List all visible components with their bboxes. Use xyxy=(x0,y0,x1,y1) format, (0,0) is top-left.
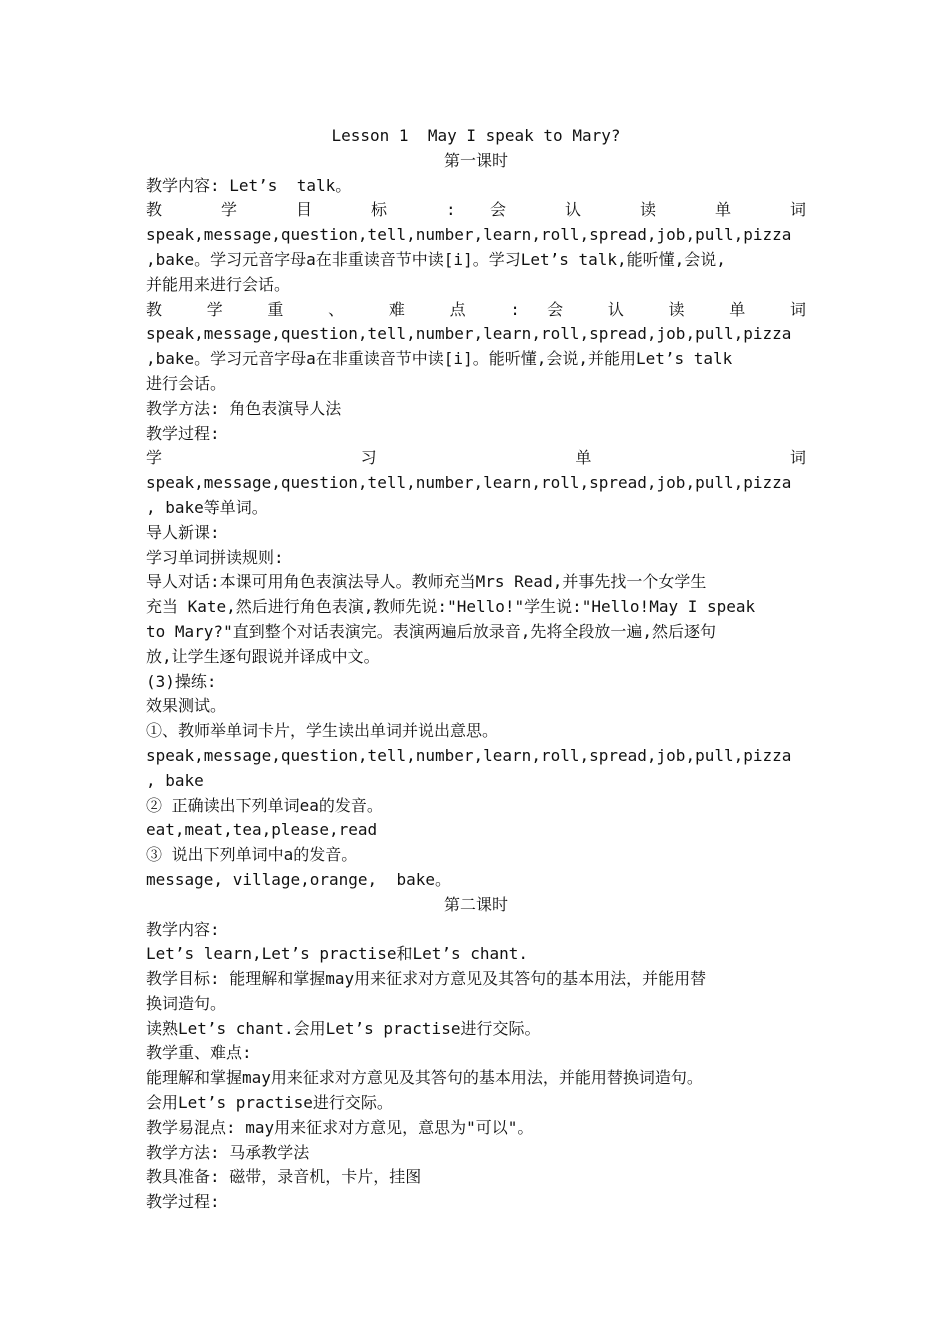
text-line: ,bake。学习元音字母a在非重读音节中读[i]。能听懂,会说,并能用Let’s talk xyxy=(146,349,733,369)
text-line: , bake xyxy=(146,770,204,790)
text-line: 效果测试。 xyxy=(146,696,227,716)
text-line: 教 学 目 标 : 会 认 读 单 词 xyxy=(146,200,806,220)
text-line: 换词造句。 xyxy=(146,993,227,1013)
text-line: eat,meat,tea,please,read xyxy=(146,820,378,840)
text-line: 教学内容: Let’s talk。 xyxy=(146,175,352,195)
text-line: 充当 Kate,然后进行角色表演,教师先说:"Hello!"学生说:"Hello!May I speak xyxy=(146,597,756,617)
text-line: 教 学 重 、 难 点 : 会 认 读 单 词 xyxy=(146,299,806,319)
text-line: to Mary?"直到整个对话表演完。表演两遍后放录音,先将全段放一遍,然后逐句 xyxy=(146,621,716,641)
text-line: speak,message,question,tell,number,learn,roll,spread,job,pull,pizza xyxy=(146,324,792,344)
text-line: message, village,orange, bake。 xyxy=(146,869,451,889)
text-line: Let’s learn,Let’s practise和Let’s chant. xyxy=(146,944,529,964)
text-line: , bake等单词。 xyxy=(146,497,268,517)
text-line: 教学过程: xyxy=(146,423,220,443)
text-line: 并能用来进行会话。 xyxy=(146,274,291,294)
text-line: 学习单词拼读规则: xyxy=(146,547,284,567)
text-line: 教学目标: 能理解和掌握may用来征求对方意见及其答句的基本用法，并能用替 xyxy=(146,969,707,989)
text-line: ,bake。学习元音字母a在非重读音节中读[i]。学习Let’s talk,能听懂,会说, xyxy=(146,249,726,269)
text-line: 能理解和掌握may用来征求对方意见及其答句的基本用法，并能用替换词造句。 xyxy=(146,1068,703,1088)
text-line: 教学方法: 角色表演导人法 xyxy=(146,398,342,418)
text-line: 教学易混点: may用来征求对方意见，意思为"可以"。 xyxy=(146,1117,534,1137)
text-line: 进行会话。 xyxy=(146,373,227,393)
text-line: 学 习 单 词 xyxy=(146,448,806,468)
text-line: ② 正确读出下列单词ea的发音。 xyxy=(146,795,383,815)
text-line: 教学内容: xyxy=(146,919,220,939)
text-line: 教学方法: 马承教学法 xyxy=(146,1142,310,1162)
text-line: (3)操练: xyxy=(146,671,217,691)
text-line: Lesson 1 May I speak to Mary? xyxy=(331,126,621,145)
text-line: ③ 说出下列单词中a的发音。 xyxy=(146,845,358,865)
text-line: 导人新课: xyxy=(146,522,220,542)
document-body xyxy=(146,124,806,1215)
text-line: ①、教师举单词卡片，学生读出单词并说出意思。 xyxy=(146,721,499,741)
text-line: 教学重、难点: xyxy=(146,1043,252,1063)
text-line: 第二课时 xyxy=(443,894,508,914)
text-line: 教具准备: 磁带，录音机，卡片，挂图 xyxy=(146,1167,422,1187)
text-line: 放,让学生逐句跟说并译成中文。 xyxy=(146,646,380,666)
text-line: 会用Let’s practise进行交际。 xyxy=(146,1093,393,1113)
text-line: 读熟Let’s chant.会用Let’s practise进行交际。 xyxy=(146,1018,541,1038)
text-line: speak,message,question,tell,number,learn,roll,spread,job,pull,pizza xyxy=(146,225,792,245)
text-line: speak,message,question,tell,number,learn,roll,spread,job,pull,pizza xyxy=(146,745,792,765)
text-line: 导人对话:本课可用角色表演法导人。教师充当Mrs Read,并事先找一个女学生 xyxy=(146,572,707,592)
text-line: 教学过程: xyxy=(146,1192,220,1212)
text-line: 第一课时 xyxy=(443,150,508,170)
text-line: speak,message,question,tell,number,learn,roll,spread,job,pull,pizza xyxy=(146,473,792,493)
